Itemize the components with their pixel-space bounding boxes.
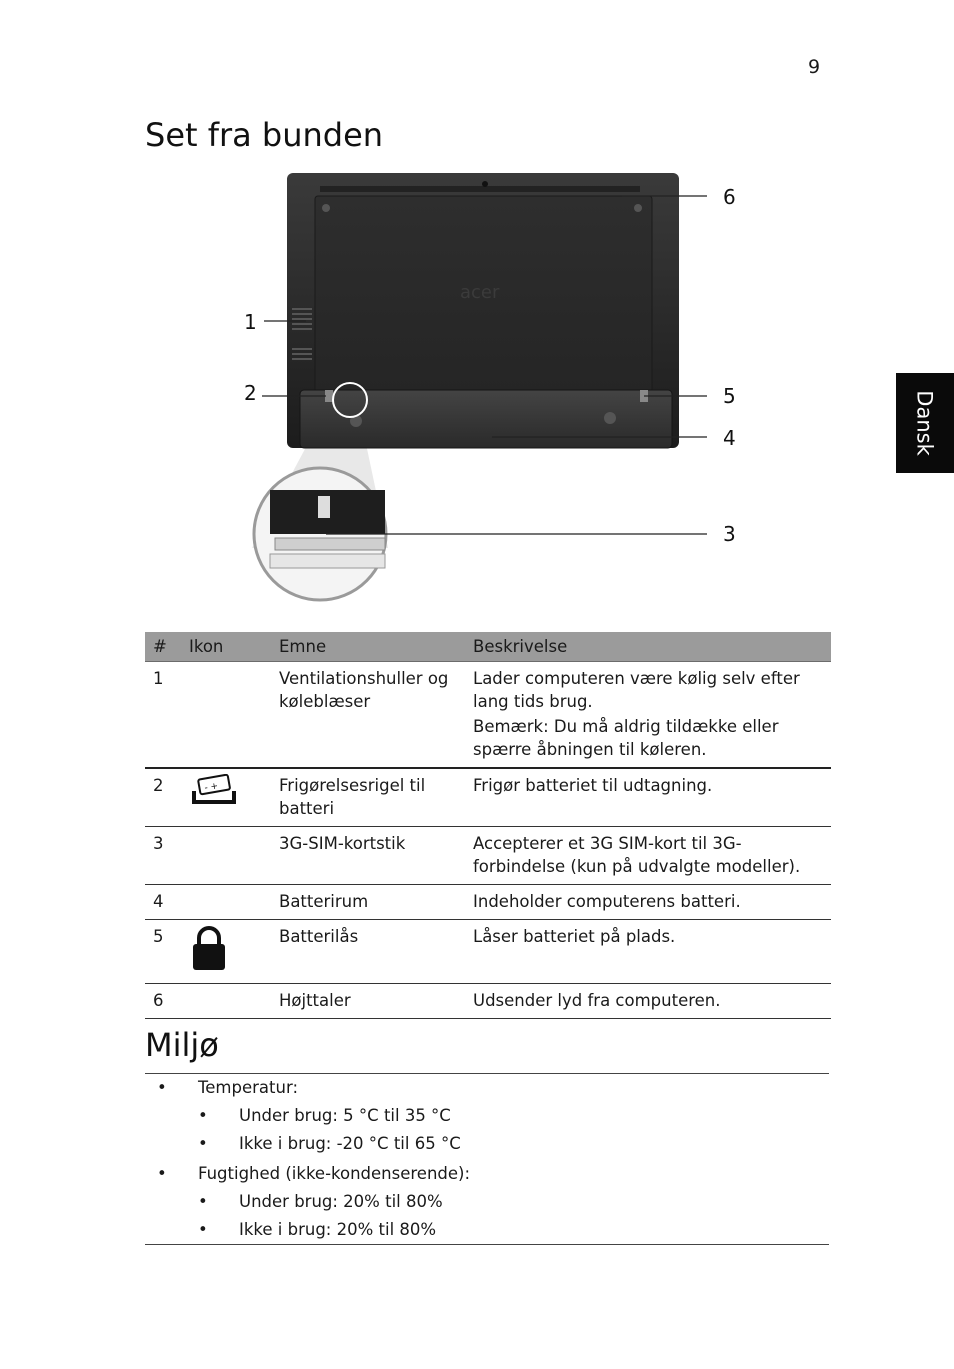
header-icon: Ikon <box>181 632 271 662</box>
humidity-non-operating: Ikke i brug: 20% til 80% <box>239 1220 437 1239</box>
temperature-non-operating: Ikke i brug: -20 °C til 65 °C <box>239 1134 461 1153</box>
callout-4: 4 <box>723 426 736 450</box>
row-note <box>473 715 825 761</box>
bullet: • <box>198 1220 208 1239</box>
row-icon-cell <box>181 920 271 984</box>
row-number: 5 <box>145 920 181 984</box>
humidity-operating: Under brug: 20% til 80% <box>239 1192 443 1211</box>
row-description: Udsender lyd fra computeren. <box>465 984 831 1019</box>
callout-5: 5 <box>723 384 736 408</box>
row-number: 6 <box>145 984 181 1019</box>
table-row <box>145 768 831 827</box>
row-icon-cell <box>181 662 271 769</box>
bullet: • <box>157 1164 167 1183</box>
laptop-bottom-figure <box>240 168 760 608</box>
list-item <box>145 1218 829 1246</box>
note-text: : Du må aldrig tildække eller spærre åbningen til køleren. <box>473 717 779 759</box>
row-item: Højttaler <box>271 984 465 1019</box>
row-description: Accepterer et 3G SIM-kort til 3G-forbindelse (kun på udvalgte modeller). <box>465 827 831 885</box>
row-description-text: Lader computeren være kølig selv efter lang tids brug. <box>473 669 800 711</box>
environment-list <box>145 1073 829 1245</box>
battery-release-icon <box>189 774 239 808</box>
bullet: • <box>157 1078 167 1097</box>
temperature-operating: Under brug: 5 °C til 35 °C <box>239 1106 451 1125</box>
note-label: Bemærk <box>473 717 544 736</box>
row-description: Indeholder computerens batteri. <box>465 885 831 920</box>
row-item: 3G-SIM-kortstik <box>271 827 465 885</box>
row-description: Frigør batteriet til udtagning. <box>465 768 831 827</box>
language-tab-label: Dansk <box>913 390 938 456</box>
list-item <box>145 1132 829 1160</box>
row-number: 1 <box>145 662 181 769</box>
row-icon-cell <box>181 827 271 885</box>
table-header-row <box>145 632 831 662</box>
list-item <box>145 1190 829 1218</box>
header-description: Beskrivelse <box>465 632 831 662</box>
row-number: 3 <box>145 827 181 885</box>
section-title-bottom-view: Set fra bunden <box>145 116 384 154</box>
svg-text:acer: acer <box>460 282 500 303</box>
bullet: • <box>198 1106 208 1125</box>
component-table <box>145 632 831 1019</box>
callout-3: 3 <box>723 522 736 546</box>
row-icon-cell <box>181 885 271 920</box>
table-row <box>145 984 831 1019</box>
lock-icon <box>189 925 229 971</box>
row-item: Frigørelsesrigel til batteri <box>271 768 465 827</box>
bullet: • <box>198 1192 208 1211</box>
row-item: Batterirum <box>271 885 465 920</box>
table-row <box>145 885 831 920</box>
row-description <box>465 662 831 769</box>
header-item: Emne <box>271 632 465 662</box>
page-number: 9 <box>808 56 821 78</box>
header-number: # <box>145 632 181 662</box>
row-icon-cell <box>181 984 271 1019</box>
callout-1: 1 <box>244 310 257 334</box>
list-item <box>145 1162 829 1190</box>
table-row <box>145 662 831 769</box>
list-item <box>145 1076 829 1104</box>
row-number: 4 <box>145 885 181 920</box>
row-number: 2 <box>145 768 181 827</box>
row-item: Ventilationshuller og køleblæser <box>271 662 465 769</box>
language-tab <box>896 373 954 473</box>
callout-2: 2 <box>244 381 257 405</box>
row-icon-cell <box>181 768 271 827</box>
temperature-label: Temperatur: <box>198 1078 298 1097</box>
row-description: Låser batteriet på plads. <box>465 920 831 984</box>
table-row <box>145 920 831 984</box>
table-row <box>145 827 831 885</box>
list-item <box>145 1104 829 1132</box>
bullet: • <box>198 1134 208 1153</box>
row-item: Batterilås <box>271 920 465 984</box>
section-title-environment: Miljø <box>145 1026 219 1064</box>
svg-text:- +: - + <box>203 781 219 794</box>
humidity-label: Fugtighed (ikke-kondenserende): <box>198 1164 471 1183</box>
laptop-bottom-illustration <box>240 168 760 608</box>
callout-6: 6 <box>723 185 736 209</box>
